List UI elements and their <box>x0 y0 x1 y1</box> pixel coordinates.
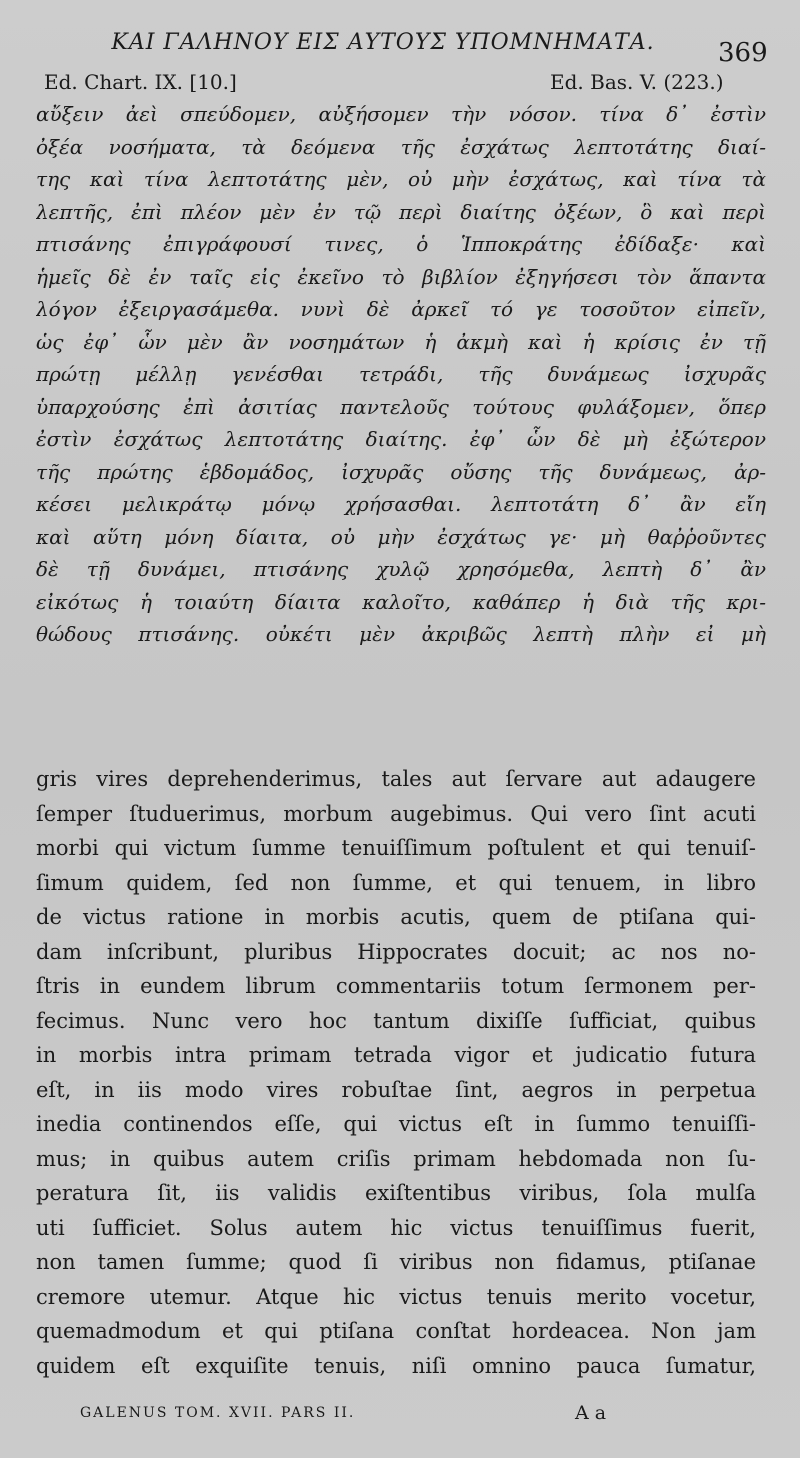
page-number: 369 <box>718 38 768 68</box>
latin-text-line: ſimum quidem, ſed non ſumme, et qui tenuem, in libro <box>36 870 756 895</box>
latin-text-line: non tamen ſumme; quod ſi viribus non fidamus, ptiſanae <box>36 1250 756 1274</box>
greek-text-line: πρώτῃ μέλλῃ γενέσθαι τετράδι, τῆς δυνάμεως ἰσχυρᾶς <box>36 362 766 386</box>
greek-text-line: κέσει μελικράτῳ μόνῳ χρήσασθαι. λεπτοτάτη δ᾽ ἂν εἴη <box>36 492 766 516</box>
greek-text-line: αὔξειν ἀεὶ σπεύδομεν, αὐξήσομεν τὴν νόσον. τίνα δ᾽ ἐστὶν <box>36 102 766 126</box>
greek-text-line: λόγον ἐξειργασάμεθα. νυνὶ δὲ ἀρκεῖ τό γε τοσοῦτον εἰπεῖν, <box>36 297 766 321</box>
greek-text-line: θώδους πτισάνης. οὐκέτι μὲν ἀκριβῶς λεπτὴ πλὴν εἰ μὴ <box>36 622 766 646</box>
latin-text-line: gris vires deprehenderimus, tales aut ſervare aut adaugere <box>36 767 756 791</box>
latin-text-block <box>36 762 756 1383</box>
latin-text-line: cremore utemur. Atque hic victus tenuis merito vocetur, <box>36 1284 756 1309</box>
latin-text-line: dam inſcribunt, pluribus Hippocrates docuit; ac nos no- <box>36 939 756 964</box>
greek-text-line: ὑπαρχούσης ἐπὶ ἀσιτίας παντελοῦς τούτους φυλάξομεν, ὅπερ <box>36 394 766 419</box>
greek-text-line: ἐστὶν ἐσχάτως λεπτοτάτης διαίτης. ἐφ᾽ ὧν δὲ μὴ ἐξώτερον <box>36 427 766 451</box>
latin-text-line: morbi qui victum ſumme tenuiſſimum poſtulent et qui tenuiſ- <box>36 836 756 860</box>
latin-text-line: ſtris in eundem librum commentariis totum ſermonem per- <box>36 974 756 998</box>
latin-text-line: ſemper ſtuduerimus, morbum augebimus. Qui vero ſint acuti <box>36 801 756 826</box>
greek-text-line: λεπτῆς, ἐπὶ πλέον μὲν ἐν τῷ περὶ διαίτης ὀξέων, ὃ καὶ περὶ <box>36 199 766 224</box>
latin-text-line: fecimus. Nunc vero hoc tantum dixiſſe ſufficiat, quibus <box>36 1008 756 1033</box>
latin-text-line: peratura ſit, iis validis exiſtentibus viribus, ſola mulſa <box>36 1181 756 1205</box>
edition-reference-right: Ed. Bas. V. (223.) <box>550 70 724 94</box>
latin-text-line: uti ſufficiet. Solus autem hic victus tenuiſſimus fuerit, <box>36 1215 756 1240</box>
greek-text-line: ἡμεῖς δὲ ἐν ταῖς εἰς ἐκεῖνο τὸ βιβλίον ἐξηγήσεσι τὸν ἅπαντα <box>36 264 766 289</box>
latin-text-line: de victus ratione in morbis acutis, quem de ptiſana qui- <box>36 905 756 929</box>
greek-text-line: εἰκότως ἡ τοιαύτη δίαιτα καλοῖτο, καθάπερ ἡ διὰ τῆς κρι- <box>36 589 766 614</box>
latin-text-line: mus; in quibus autem criſis primam hebdomada non ſu- <box>36 1146 756 1171</box>
greek-text-line: δὲ τῇ δυνάμει, πτισάνης χυλῷ χρησόμεθα, λεπτὴ δ᾽ ἂν <box>36 557 766 581</box>
greek-text-block <box>36 98 766 651</box>
edition-reference-left: Ed. Chart. IX. [10.] <box>44 70 237 94</box>
latin-text-line: in morbis intra primam tetrada vigor et judicatio futura <box>36 1043 756 1067</box>
latin-text-line: quemadmodum et qui ptiſana conſtat hordeacea. Non jam <box>36 1319 756 1343</box>
latin-text-line: inedia continendos eſſe, qui victus eſt in ſummo tenuiſſi- <box>36 1112 756 1136</box>
greek-text-line: της καὶ τίνα λεπτοτάτης μὲν, οὐ μὴν ἐσχάτως, καὶ τίνα τὰ <box>36 167 766 191</box>
footer-sheet-mark: A a <box>575 1402 607 1424</box>
footer-signature: GALENUS TOM. XVII. PARS II. <box>80 1405 356 1421</box>
latin-text-line: eſt, in iis modo vires robuſtae ſint, aegros in perpetua <box>36 1077 756 1102</box>
latin-text-line: quidem eſt exquiſite tenuis, niſi omnino pauca ſumatur, <box>36 1353 756 1378</box>
greek-text-line: τῆς πρώτης ἑβδομάδος, ἰσχυρᾶς οὔσης τῆς δυνάμεως, ἀρ- <box>36 459 766 484</box>
greek-text-line: καὶ αὕτη μόνη δίαιτα, οὐ μὴν ἐσχάτως γε· μὴ θαῤῥοῦντες <box>36 524 766 549</box>
greek-text-line: ὀξέα νοσήματα, τὰ δεόμενα τῆς ἐσχάτως λεπτοτάτης διαί- <box>36 134 766 159</box>
greek-text-line: πτισάνης ἐπιγράφουσί τινες, ὁ Ἱπποκράτης ἐδίδαξε· καὶ <box>36 232 766 256</box>
running-title: ΚΑΙ ΓΑΛΗΝΟΥ ΕΙΣ ΑΥΤΟΥΣ ΥΠΟΜΝΗΜΑΤΑ. <box>111 30 655 55</box>
greek-text-line: ὡς ἐφ᾽ ὧν μὲν ἂν νοσημάτων ἡ ἀκμὴ καὶ ἡ κρίσις ἐν τῇ <box>36 329 766 354</box>
